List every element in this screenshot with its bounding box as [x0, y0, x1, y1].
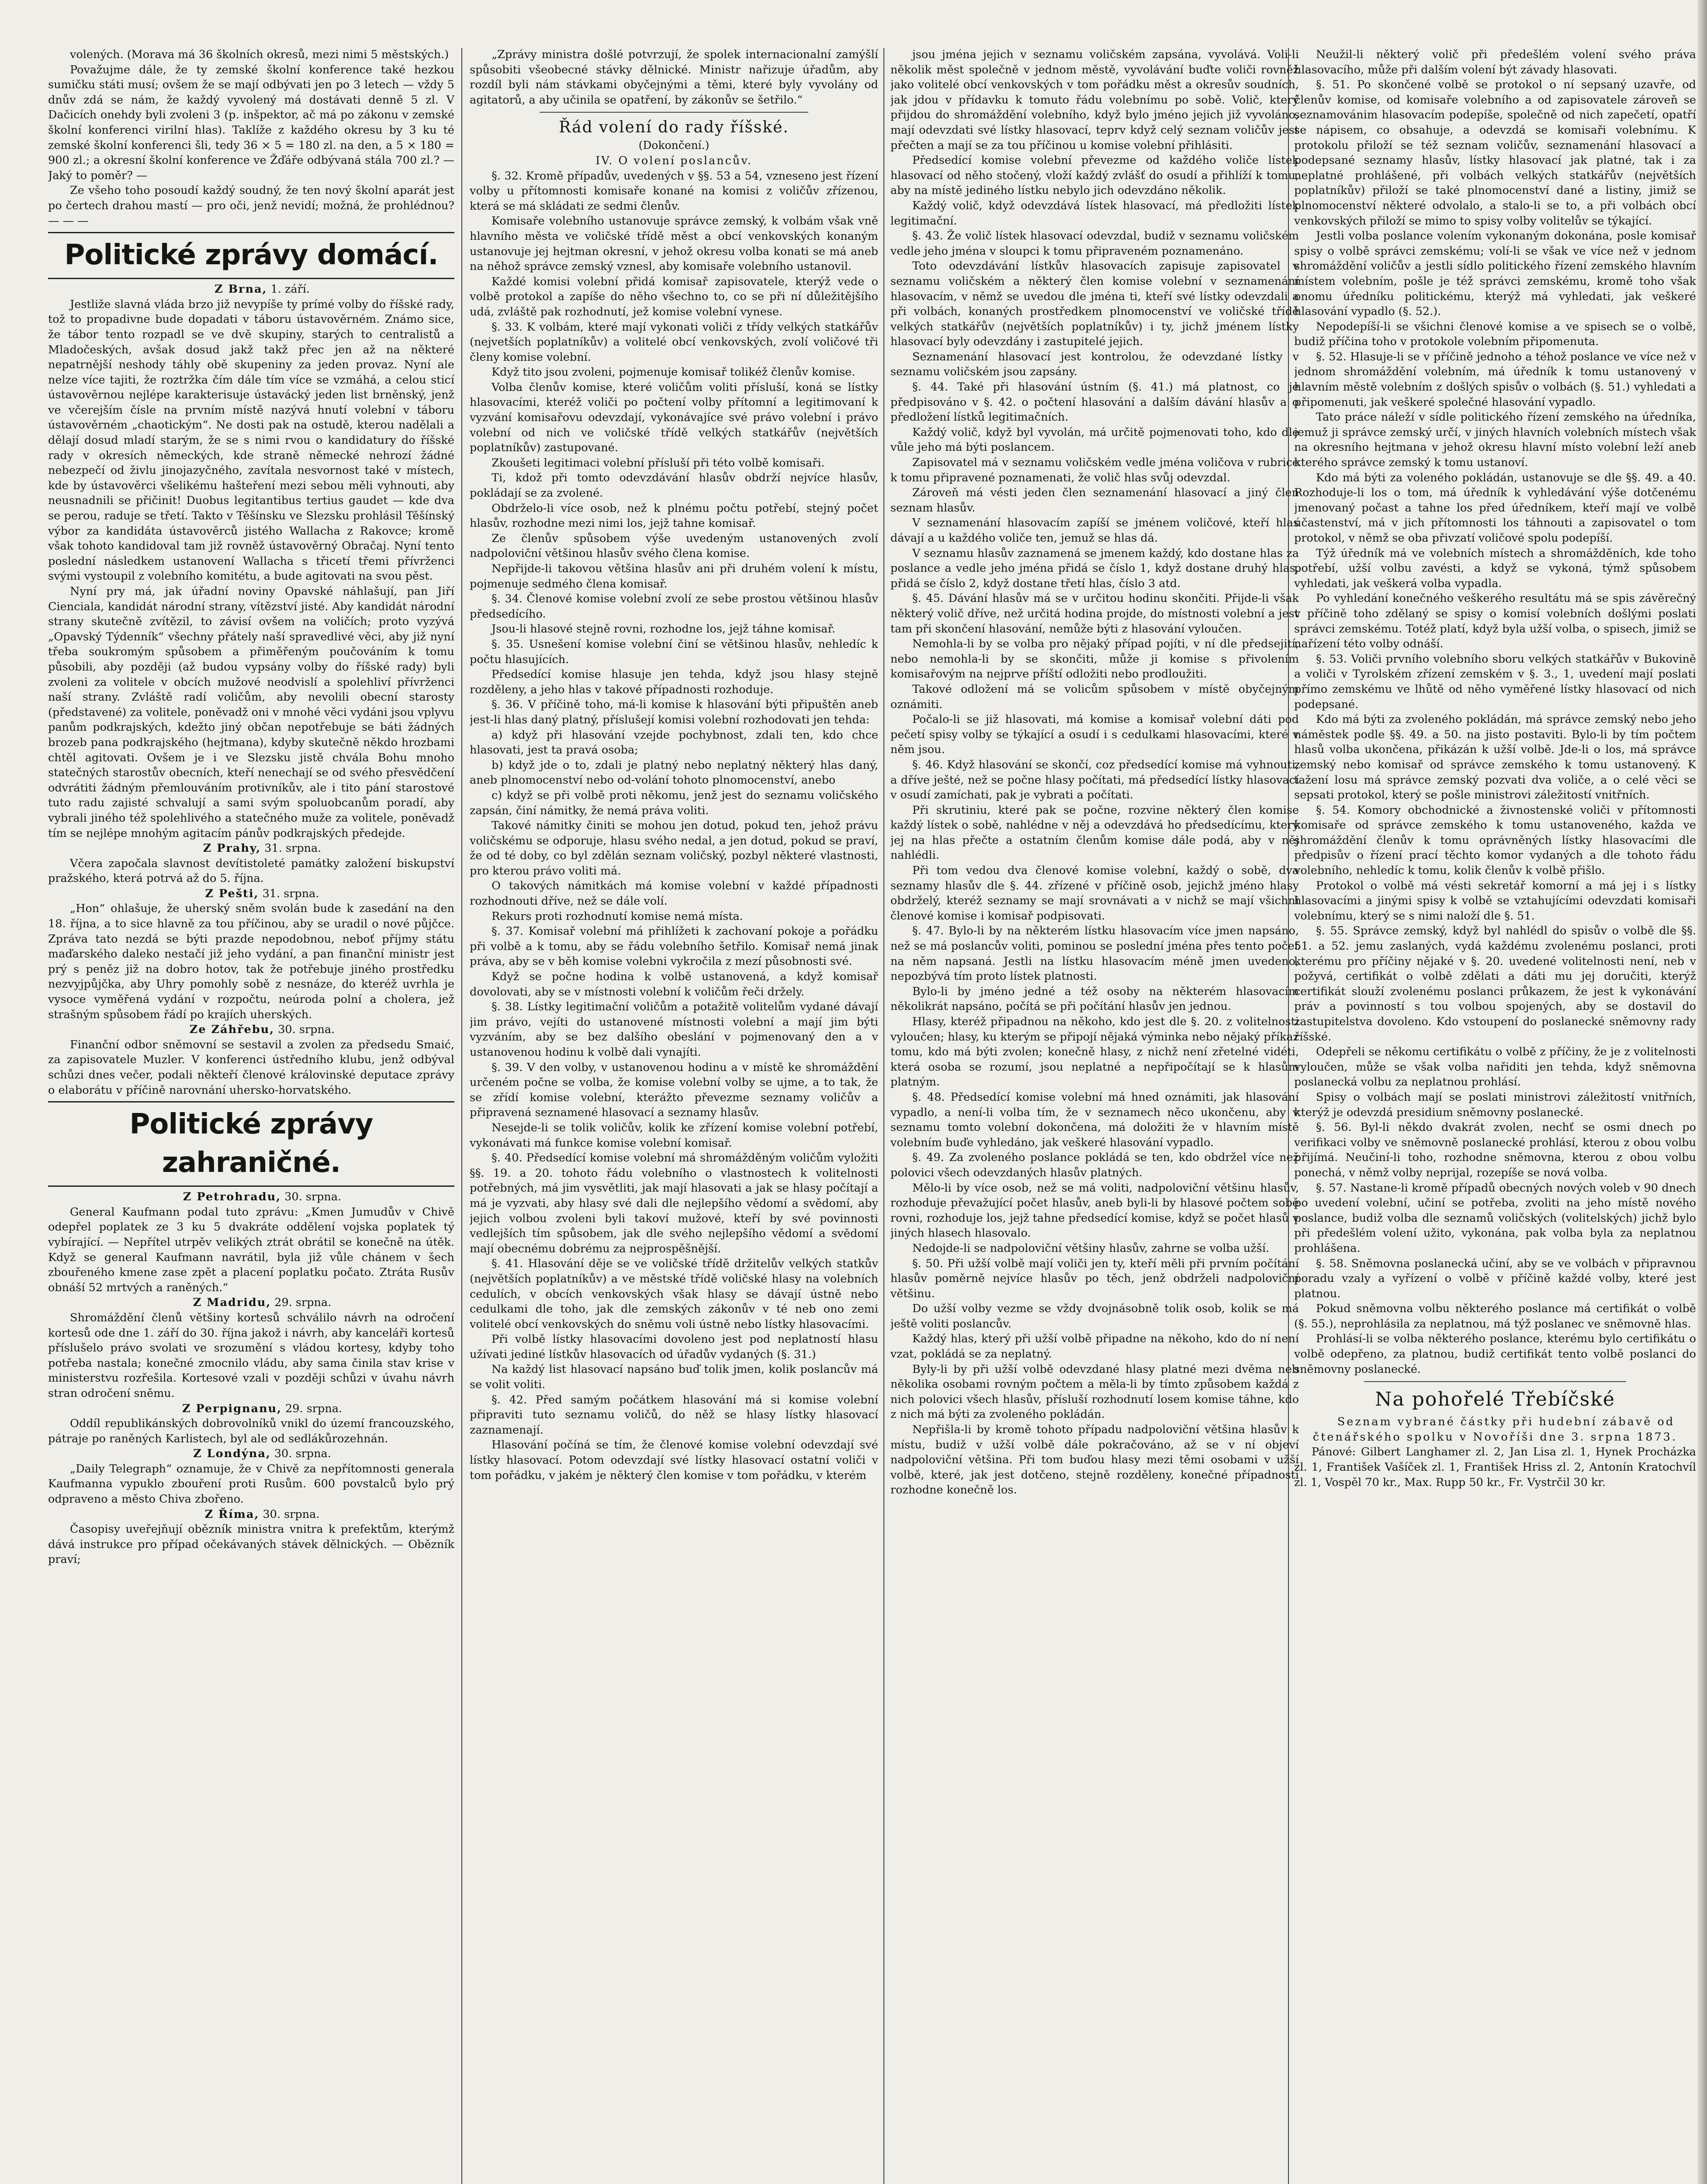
paragraph: §. 58. Sněmovna poslanecká učiní, aby se ve volbách v připravnou poradu vzaly a vyřízení o volbě v příčině každé volby, které jest platnou.: [1294, 1257, 1696, 1300]
paragraph: §. 41. Hlasování děje se ve voličské třídě držitelův velkých statkův (největších poplatníkův) a ve městské třídě voličské hlasy na volebních cedulích, v obcích venkovských však hlasy se dávají ústně nebo cedulkami dle toho, jak dle zemských zákonův v té neb ono zemi volitelé obcí venkovských do sněmu voli ústně nebo lístky hlasovacími.: [470, 1257, 878, 1331]
paragraph: Neužil-li některý volič při předešlém volení svého práva hlasovacího, může při dalším volení být závady hlasovati.: [1294, 48, 1696, 76]
dispatch-date: 1. září.: [267, 283, 310, 296]
notice-body: Pánové: Gilbert Langhamer zl. 2, Jan Lisa zl. 1, Hynek Procházka zl. 1, František Vašíček zl. 1, František Hriss zl. 2, Antonín Kratochvíl zl. 1, Vospěl 70 kr., Max. Rupp 50 kr., Fr. Vystrčil 30 kr.: [1294, 1445, 1696, 1489]
paragraph: Rekurs proti rozhodnutí komise nemá místa.: [492, 909, 743, 923]
paragraph: Zkoušeti legitimaci volební přísluší při této volbě komisaři.: [492, 456, 825, 470]
paragraph: §. 34. Členové komise volební zvolí ze sebe prostou většinou hlasův předsedícího.: [470, 592, 878, 621]
dispatch-dateline: [48, 1507, 454, 1522]
paragraph: Volba členův komise, které voličům voliti přísluší, koná se lístky hlasovacími, kteréž voliči po počtení volby přítomní a legitimovaní k vyzvání komisařovu odevzdají, vykonávajíce své právo volební i právo volební od nich ve voličské třídě velkých statkářův (největších poplatníkův) zastupované.: [470, 380, 878, 455]
foreign-news: [48, 1189, 454, 1567]
paragraph: Ze všeho toho posoudí každý soudný, že ten nový školní aparát jest po čertech drahou mastí — pro oči, jenž nevidí; možná, že prohlédnou? — — —: [48, 184, 454, 228]
paragraph: Nepřijde-li takovou většina hlasův ani při druhém volení k místu, pojmenuje sedmého člena komisař.: [470, 562, 878, 591]
paragraph: Předsedící komise hlasuje jen tehda, když jsou hlasy stejně rozděleny, a jeho hlas v takové případnosti rozhoduje.: [470, 668, 878, 696]
paragraph: §. 51. Po skončené volbě se protokol o ní sepsaný uzavře, od členův komise, od komisaře volebního a od zapisovatele zároveň se seznamovánim hlasovacím podepíše, společně od nich zapečetí, opatří se nápisem, co obsahuje, a odevzdá se komisaři volebnímu. K protokolu přiloží se též seznam voličův, seznamenání hlasovací a podepsané seznamy hlasův, lístky hlasovací jak platné, tak i za neplatné prohlášené, při volbách velkých statkářův (největších poplatníkův) přiloží se také plnomocenství dané a listiny, jimiž se plnomocenství některé odvolalo, a stalo-li se to, a při volbách obcí venkovských přiloží se mimo to spisy volby volitelův se týkající.: [1294, 78, 1696, 228]
dispatch-dateline: [48, 1189, 454, 1205]
column-1-lead: [48, 47, 454, 228]
dispatch-paragraph: Shromáždění členů většiny kortesů schválilo návrh na odročení kortesů ode dne 1. září do 30. října jakož i návrh, aby kanceláři kortesů příslušelo právo svolati ve srozumění s vládou kortesy, kdyby toho potřeba nastala; konečné zmocnilo vládu, aby sama činila stav krise v ministerstvu rozřešila. Kortesové vzali v později schůzi v úvahu návrh stran odročení sněmu.: [48, 1311, 454, 1400]
paragraph: Týž úředník má ve volebních místech a shromážděních, kde toho potřebí, užší volbu zavésti, a když se vykoná, týmž spůsobem vyhledati, jak veškerá volba vypadla.: [1294, 546, 1696, 590]
paragraph: Prohlásí-li se volba některého poslance, kterému bylo certifikátu o volbě odepřeno, za platnou, budiž certifikát tento volbě poslanci do sněmovny poslanecké.: [1294, 1332, 1696, 1376]
article-body: [470, 169, 878, 1483]
paragraph: Při volbě lístky hlasovacími dovoleno jest pod neplatností hlasu užívati jediné lístkův hlasovacích od úřadův vydaných (§. 31.): [470, 1333, 878, 1361]
dispatch-place: Z Madridu,: [193, 1296, 271, 1310]
paragraph: c) když se při volbě proti někomu, jenž jest do seznamu voličského zapsán, činí námitky, že nemá práva voliti.: [470, 788, 878, 817]
dispatch-paragraph: Nyní pry má, jak úřadní noviny Opavské náhlašují, pan Jiří Cienciala, kandidát národní strany, vítězství jisté. Aby kandidát národní strany skutečně zvítězil, to závisí ovšem na voličích; proto vyzývá „Opavský Týdenník“ všechny přátely naší spravedlivé věci, aby již nyní třeba soukromým spůsobem a přiměřeným poučováním k tomu působili, aby později (až budou vypsány volby do říšské rady) byli zvoleni za volitele v obcích mužové neodvislí a spolehliví přívrženci naší strany. Zvláště radí voličům, aby nevolili obecní starosty (představené) za volitele, poněvadž oni v mnohé věci vydáni jsou vplyvu panům podkrajských, kdežto jiný občan nepotřebuje se báti žádných brozeb pana podkrajského (hejtmana), kdyby skutečně někdo hrozbami chtěl agitovati. Ovšem je i ve Slezsku jistě chvála Bohu mnoho statečných starostův obecních, kteří nenechají se od svého přesvědčení odvrátiti žádným přemlouváním protivníkův, ale i tito pání starostové tuto radu zajisté schvalují a sami svým spoluobcanům poradí, aby vybrali jiného též spolehlivého a statečného muže za volitele, poněvadž tím se nejlépe mnohým agitacím pánův podkrajských předejde.: [48, 585, 454, 840]
paragraph: „Zprávy ministra došlé potvrzují, že spolek internacionalní zamýšlí spůsobiti všeobecné stávky dělnické. Ministr nařizuje úřadům, aby rozdíl byli nám stávkami obyčejnými a těmi, které byly vyvolány od agitatorů, a aby učinila se opatření, by zákonův se šetřilo.“: [470, 48, 878, 107]
column-3: [890, 47, 1299, 2184]
paragraph: §. 45. Dávání hlasův má se v určitou hodinu skončiti. Přijde-li však některý volič dříve, než určitá hodina projde, do místnosti volební a jest tam při skončení hlasování, nemůže býti z hlasování vyloučen.: [890, 592, 1299, 636]
dispatch-date: 29. srpna.: [271, 1296, 332, 1310]
article-body-continued: [890, 47, 1299, 1498]
paragraph: Hlasování počíná se tím, že členové komise volební odevzdají své lístky hlasovací. Potom odevzdají své lístky hlasovací ostatní voliči v tom pořádku, v jakém je některý člen komise v tom pořádku, v kterém: [470, 1438, 878, 1482]
paragraph: Obdrželo-li více osob, než k plnému počtu potřebí, stejný počet hlasův, rozhodne mezi nimi los, jejž tahne komisař.: [470, 501, 878, 530]
paragraph: §. 32. Kromě případův, uvedených v §§. 53 a 54, vzneseno jest řízení volby u přítomnosti komisaře konané na komisi z voličův zřízenou, která se má skládati ze sedmi členův.: [470, 169, 878, 213]
paragraph: Nedojde-li se nadpoloviční většiny hlasův, zahrne se volba užší.: [912, 1241, 1270, 1255]
paragraph: Zapisovatel má v seznamu voličském vedle jména voličova v rubrice k tomu připravené poznamenati, že volič hlas svůj odevzdal.: [890, 456, 1299, 484]
paragraph: §. 40. Předsedící komise volební má shromážděným voličům vyložiti §§. 19. a 20. tohoto řádu volebního o vlastnostech k volitelnosti potřebných, má jim vysvětliti, jak mají hlasovati a jak se hlasy počítají a má je vyzvati, aby hlasy své dali dle nejlepšího vědomí a svědomí, aby jejich volbou zvoleni byli takoví mužové, kteří by své povinnosti vedlejších tím spůsobem, jak dle svého nejlepšího vědomí a svědomí mají obecnému dobrému za nejprospěšnější.: [470, 1151, 878, 1255]
dispatch-date: 30. srpna.: [274, 1023, 335, 1037]
column-2-lead: [470, 47, 878, 107]
article-subtitle: (Dokončení.): [638, 139, 710, 152]
paragraph: Nesejde-li se tolik voličův, kolik ke zřízení komise volební potřebí, vykonávati má funkce komise volební komisař.: [470, 1121, 878, 1150]
dispatch-dateline: [48, 1401, 454, 1417]
paragraph: Kdo má býti za voleného pokládán, ustanovuje se dle §§. 49. a 40. Rozhoduje-li los o tom, má úředník k vyhledávání výše dotčenému jmenovaný počast a tahne los před úředníkem, kteří mají ve volbě účastenství, má v jich přítomnosti los táhnouti a zapisovatel o tom protokol, v němž se oba přivzatí voličové spolu podepíší.: [1294, 471, 1696, 545]
section-rule: [48, 1101, 454, 1102]
paragraph: volených. (Morava má 36 školních okresů, mezi nimi 5 městských.): [70, 48, 449, 61]
paragraph: §. 50. Při užší volbě mají voliči jen ty, kteří měli při prvním počítání hlasův poměrně nejvíce hlasův po těch, jenž obdrželi nadpoloviční většinu.: [890, 1257, 1299, 1300]
paragraph: Toto odevzdávání lístkův hlasovacích zapisuje zapisovatel v seznamu voličském a některý člen komise volební v seznamenání hlasovacím, v němž se uvedou dle jména ti, kteří své lístky odevzdali a při volbách, konaných prostředkem plnomocenství ve voličské třídě velkých statkářův (největších poplatníkův) i ty, jichž jménem lístky hlasovací byly odevzdány i zastupitelé jejich.: [890, 259, 1299, 349]
dispatch-paragraph: Včera započala slavnost devítistoleté památky založení biskupství pražského, která potrvá až do 5. října.: [48, 857, 454, 885]
paragraph: b) když jde o to, zdali je platný nebo neplatný některý hlas daný, aneb plnomocenství nebo od-volání tohoto plnomocenství, anebo: [470, 758, 878, 787]
paragraph: §. 37. Komisař volební má přihlížeti k zachovaní pokoje a pořádku při volbě a k tomu, aby se řádu volebního šetřilo. Komisař nemá jinak práva, aby se v běh komise volebni vykročila z mezí působnosti své.: [470, 925, 878, 968]
dispatch-dateline: [48, 886, 454, 902]
column-rule-1: [461, 48, 462, 2184]
paragraph: Zároveň má vésti jeden člen seznamenání hlasovací a jiný člen seznam hlasův.: [890, 486, 1299, 515]
dispatch-place: Z Pešti,: [205, 887, 259, 900]
paragraph: Každý hlas, který při užší volbě připadne na někoho, kdo do ní není vzat, pokládá se za neplatný.: [890, 1332, 1299, 1361]
paragraph: §. 33. K volbám, které mají vykonati voliči z třídy velkých statkářův (nejvetších poplatníkův) a volitelé obcí venkovských, zvolí voličové tři členy komise volební.: [470, 320, 878, 364]
paragraph: Jestli volba poslance volením vykonaným dokonána, posle komisař spisy o volbě správci zemskému; volí-li se však ve více než v jednom shromáždění voličův a jestli sídlo politického řízení zemského hlavním místem volebním, pošle je též správci zemskému, kromě toho však onomu úředníku politickému, kterýž má vyhledati, jak veškeré hlasování vypadlo (§. 52.).: [1294, 229, 1696, 318]
paragraph: Když se počne hodina k volbě ustanovená, a když komisař dovolovati, aby se v místnosti volební k voličům řeči držely.: [470, 970, 878, 999]
paragraph: Když tito jsou zvoleni, pojmenuje komisař tolikéž členův komise.: [492, 366, 855, 379]
dispatch-date: 30. srpna.: [259, 1507, 320, 1521]
dispatch-paragraph: „Hon“ ohlašuje, že uherský sněm svolán bude k zasedání na den 18. října, a to sice hlavně za tou příčinou, aby se uradil o nové půjčce. Zpráva tato nezdá se býti prazde nepodobnou, neboť příjmy státu maďarského daleko nestačí již jeho vydání, a pan finanční ministr jest prý s peněz již na dobro hotov, tak že potřebuje jiného prostředku nezvyjpůjčka, aby Uhry pomohly sobě z nesnáze, do kteréž uvrhla je vysoce vyměřená vydání v rozpočtu, neúroda polní a cholera, jež strašným spůsobem řádí po krajích uherských.: [48, 902, 454, 1021]
paragraph: Při skrutiniu, které pak se počne, rozvine některý člen komise každý lístek o sobě, nahlédne v něj a odevzdává ho předsedícímu, který jej na hlas přečte a ostatním členům komise dále podá, aby v něj nahlédli.: [890, 803, 1299, 862]
paragraph: §. 55. Správce zemský, když byl nahlédl do spisův o volbě dle §§. 51. a 52. jemu zaslaných, vydá každému zvolenému poslanci, proti kterému pro příčiny nějaké v §. 20. uvedené volitelnosti není, neb v požyvá, certifikát o volbě zdělati a dáti mu jej doručiti, kterýž certifikát slouží zvolenému poslanci průkazem, že jest k vykonávání práv a povinností s tou volbou spojených, aby se dostavil do zastupitelstva dovoleno. Kdo vstoupení do poslanecké sněmovny rady říšské.: [1294, 924, 1696, 1044]
notice-lead: Seznam vybrané částky při hudební zábavě od čtenářského spolku v Novoříši dne 3. srpna 1873.: [1312, 1415, 1678, 1444]
paragraph: Při tom vedou dva členové komise volební, každý o sobě, dva seznamy hlasův dle §. 44. zřízené v příčině osob, jejichž jméno hlasy obdrželý, kteréž seznamy se mají srovnávati a v nichž se mají všichni členové komise i komisař podpisovati.: [890, 864, 1299, 923]
column-2: [470, 47, 878, 2184]
section-rule: [48, 278, 454, 279]
dispatch-paragraph: Jestliže slavná vláda brzo již nevypíše ty prímé volby do říšské rady, tož to propadivne bude dopadati v táboru ústavověrném. Známo sice, že tábor tento rozpadl se ve dvě skupiny, starých to centralistů a Mladočeských, avšak dosud jakž takž přec jen až na některé nepatrnější neshody táhly obě skupeniny za jeden provaz. Nyní ale nelze více tajiti, že roztržka čím dále tím více se vzmáhá, a celou sticí ústavověrnou nejlépe karakterisuje ústavácký jeden list brněnský, jenž ve včerejším čísle na prvním místě nazývá hnutí volební v táboru ústavověrném „chaotickým“. Ne dosti pak na ostudě, kterou nadělali a dělají dosud mladí starým, že se s nimi rvou o kandidatury do říšské rady v okresích německých, kde straně německé nehrozí žádné nebezpečí od živlu jinojazyčného, zavítala nesvornost také v místech, kde by ústavověrci všelikému hašteření mezi sebou měli vyhnouti, aby neusnadnili se přičinit! Duobus legitantibus tertius gaudet — kde dva se perou, raduje se třetí. Takto v Těšínsku ve Slezsku prohlásil Těšínský výbor za kandidáta ústavověrců jistého Wallacha z Rakovce; kromě však tohoto kandidoval tam již rovněž ústavověrný Obračaj. Nyní tento poslední následkem ustanovení Wallacha s třicetí třemi přívrženci svými vystoupil z volebního komitétu, a bude agitovati na svou pěst.: [48, 297, 454, 583]
column-4: [1294, 47, 1696, 2184]
dispatch-paragraph: Finanční odbor sněmovní se sestavil a zvolen za předsedu Smaić, za zapisovatele Muzler. V konferenci ústředního klubu, jenž odbýval schůzi dnes večer, podali někteří členové královinské deputace zprávy o elaborátu v příčině narovnání uhersko-horvatského.: [48, 1038, 454, 1097]
paragraph: §. 36. V příčině toho, má-li komise k hlasování býti připuštěn aneb jest-li hlas daný platný, příslušejí komisi volební rozhodovati jen tehda:: [470, 698, 878, 726]
article-body-conclusion: [1294, 47, 1696, 1377]
dispatch-dateline: [48, 841, 454, 856]
dispatch-dateline: [48, 1446, 454, 1462]
dispatch-date: 30. srpna.: [270, 1447, 331, 1461]
paragraph: §. 44. Také při hlasování ústním (§. 41.) má platnost, co je předpisováno v §. 42. o počtení hlasování a dalším dávání hlasův a o předložení lístků legitimačních.: [890, 380, 1299, 424]
paragraph: §. 56. Byl-li někdo dvakrát zvolen, nechť se osmi dnech po verifikaci volby ve sněmovně poslanecké prohlásí, kterou z obou volbu přijímá. Neučiní-li toho, rozhodne sněmovna, kterou z obou volbu ponechá, v němž volby neprijal, rozepíše se nová volba.: [1294, 1121, 1696, 1179]
paragraph: Nepodepíší-li se všichni členové komise a ve spisech se o volbě, budiž příčina toho v protokole volebním připomenuta.: [1294, 320, 1696, 349]
dispatch-paragraph: Časopisy uveřejňují obězník ministra vnitra k prefektům, kterýmž dává instrukce pro případ očekávaných stávek dělnických. — Obězník praví;: [48, 1523, 454, 1566]
notice-title: Na pohořelé Třebíčské: [1375, 1388, 1615, 1411]
paragraph: Do užší volby vezme se vždy dvojnásobně tolik osob, kolik se má ještě voliti poslancův.: [890, 1302, 1299, 1330]
paragraph: §. 54. Komory obchodnické a živnostenské voliči v přítomnosti komisaře od správce zemského k tomu ustanoveného, každa ve shromáždění členův k tomu oprávněných lístky hlasovacími dle předpisův o řízení prací těchto komor vydaných a dle tohoto řádu volebního, nehledíc k tomu, kolik členův k volbě přišlo.: [1294, 803, 1696, 878]
paragraph: §. 43. Že volič lístek hlasovací odevzdal, budiž v seznamu voličském vedle jeho jména v sloupci k tomu připraveném poznamenáno.: [890, 229, 1299, 258]
section-rule: [540, 112, 808, 113]
paragraph: Každý volič, když byl vyvolán, má určitě pojmenovati toho, kdo dle vůle jeho má býti poslancem.: [890, 425, 1299, 454]
section-rule: [1364, 1381, 1626, 1382]
paragraph: Protokol o volbě má vésti sekretář komorní a má jej i s lístky hlasovacími a jinými spisy k volbě se vztahujícími odevzdati komisaři volebnímu, který se s nimi naloží dle §. 51.: [1294, 879, 1696, 923]
paragraph: Takové námitky činiti se mohou jen dotud, pokud ten, jehož právu voličskému se odporuje, hlasu svého nedal, a jen dotud, pokud se praví, že od té doby, co byl zdělán seznam voličský, pozbyl některé vlastnosti, pro kterou právo voliti má.: [470, 819, 878, 878]
paragraph: §. 46. Když hlasování se skončí, coz předsedící komise má vyhnouti, a dříve ješté, než se počne hlasy počítati, má předsedící lístky hlasovací v osudí zamíchati, pak je vybrati a počítati.: [890, 758, 1299, 802]
paragraph: Jsou-li hlasové stejně rovni, rozhodne los, jejž táhne komisař.: [492, 622, 835, 636]
paragraph: Každý volič, když odevzdává lístek hlasovací, má předložiti lístek legitimační.: [890, 199, 1299, 228]
paragraph: §. 47. Bylo-li by na některém lístku hlasovacím více jmen napsáno, než se má poslancův voliti, pominou se poslední jména přes tento počet na něm napsaná. Jestli na lístku hlasovacím méně jmen uvedeno, nepozbývá tím proto lístek platnosti.: [890, 924, 1299, 983]
paragraph: V seznamu hlasův zaznamená se jmenem každý, kdo dostane hlas za poslance a vedle jeho jména přidá se číslo 1, když dostane druhý hlas, přidá se číslo 2, když dostane třetí hlas, číslo 3 atd.: [890, 546, 1299, 590]
paragraph: V seznamenání hlasovacím zapíší se jménem voličové, kteří hlas dávají a u každého voliče ten, jemuž se hlas dá.: [890, 516, 1299, 545]
dispatch-place: Z Prahy,: [203, 842, 261, 855]
dispatch-paragraph: Oddíl republikánských dobrovolníků vnikl do území francouzského, pátraje po raněných Karlistech, byl ale od sedlákůrozehnán.: [48, 1417, 454, 1445]
paragraph: Předsedící komise volební převezme od každého voliče lístek hlasovací od něho stočený, vloží každý zvlášť do osudí a přihlíží k tomu, aby na místě jediného lístku nebylo jich odevzdáno několik.: [890, 154, 1299, 197]
paragraph: O takových námitkách má komise volební v každé případnosti rozhodnouti dříve, než se dále volí.: [470, 879, 878, 908]
dispatch-date: 31. srpna.: [261, 842, 322, 855]
paragraph: Nemohla-li by se volba pro nějaký případ pojíti, v ní dle předsejití, nebo nemohla-li by se skončiti, může ji komise s přivolením komisařovým na nejprve příští odložiti nebo prodloužiti.: [890, 637, 1299, 681]
paragraph: Považujme dále, že ty zemské školní konference také hezkou sumičku státi musí; ovšem že se mají odbývati jen po 3 letech — vždy 5 dnův zdá se nám, že každý vyvolený má dostávati denně 5 zl. V Dačicích onehdy byli zvoleni 3 (p. inšpektor, ač má po zákonu v zemské školní konferenci virilní hlas). Taklíže z každého okresu by 3 ku té zemské školní konferenci šli, tedy 36 × 5 = 180 zl. na den, a 5 × 180 = 900 zl.; a okresní školní konference ve Žďáře odbývaná stála 700 zl.? — Jaký to poměr? —: [48, 63, 454, 182]
dispatch-paragraph: General Kaufmann podal tuto zprávu: „Kmen Jumudův v Chivě odepřel poplatek ze 3 ku 5 dvakráte oddělení vojska poplatek tý vybírající. — Nepřítel utrpěv velikých ztrát obrátil se konečně na útěk. Když se general Kaufmann navrátil, byla již vůle chánem v šech zbouřeného kmene zase zpět a placení poplatku počato. Ztráta Rusův obnáší 52 mrtvých a raněných.“: [48, 1205, 454, 1294]
dispatch-dateline: [48, 282, 454, 297]
dispatch-dateline: [48, 1295, 454, 1310]
paragraph: Každé komisi volební přidá komisař zapisovatele, kterýž vede o volbě protokol a zapíše do něho všechno to, co se při ní důležitějšího udá, zvláště pak rozhodnutí, jež komise volební vynese.: [470, 275, 878, 318]
headline-domestic: Politické zprávy domácí.: [64, 239, 438, 272]
paragraph: §. 38. Lístky legitimační voličům a potažitě volitelům vydané dávají jim právo, vejíti do ustanovené místnosti volební a mají jim býti vyzváním, aby se bez dalšího obeslání v pojmenovaný den a v ustanovenou hodinu k volbě dali vynajíti.: [470, 1000, 878, 1059]
article-title: Řád volení do rady říšské.: [559, 118, 789, 137]
paragraph: Bylo-li by jméno jedné a též osoby na některém hlasovacím několikrát napsáno, počítá se při počítání hlasův jen jednou.: [890, 985, 1299, 1013]
paragraph: Byly-li by při užší volbě odevzdané hlasy platné mezi dvěma neb několika osobami rovným počtem a měla-li by tímto způsobem každá z nich polovici všech hlasův, přísluší rozhodnutí losem komise táhne, kdo z nich má býti za zvoleného pokládán.: [890, 1362, 1299, 1421]
paragraph: a) když při hlasování vzejde pochybnost, zdali ten, kdo chce hlasovati, jest ta pravá osoba;: [470, 728, 878, 757]
paragraph: §. 42. Před samým počátkem hlasování má si komise volební připraviti tuto seznamu voličů, do něž se hlasy lístky hlasovací zaznamenají.: [470, 1393, 878, 1437]
paragraph: §. 57. Nastane-li kromě případů obecných nových voleb v 90 dnech po uvedení volební, učiní se potřeba, zvoliti na jeho místě nového poslance, budiž volba dle seznamů voličských (volitelských) jichž bylo při předešlém volení užito, vykonána, pak volba byla za neplatnou prohlášena.: [1294, 1181, 1696, 1255]
dispatch-place: Z Petrohradu,: [183, 1190, 281, 1204]
column-rule-2: [883, 48, 884, 2184]
paragraph: Takové odložení má se volicům spůsobem v místě obyčejným oznámiti.: [890, 682, 1299, 711]
paragraph: §. 48. Předsedící komise volební má hned oznámiti, jak hlasování vypadlo, a není-li volba tím, že v seznamech něco ukončenu, aby v seznamu tomto volební dokončena, má doložiti že v hlavním místě volebním buďe vyhledáno, jak veškeré hlasování vypadlo.: [890, 1090, 1299, 1149]
paragraph: §. 52. Hlasuje-li se v příčině jednoho a téhož poslance ve více než v jednom shromáždění volebním, má úředník k tomu ustanovený v hlavním městě volebním z došlých spisův o volbách (§. 51.) vyhledati a připomenuti, jak veškeré společné hlasování vypadlo.: [1294, 350, 1696, 409]
paragraph: Ti, kdož při tomto odevzdávání hlasův obdrží nejvíce hlasův, pokládají se za zvolené.: [470, 471, 878, 500]
paragraph: jsou jména jejich v seznamu voličském zapsána, vyvolává. Voli-li několik měst společně v jednom městě, vyvolávání buďte voliči rovněž jako volitelé obcí venkovských v tom pořádku měst a okresův soudních, jak jdou v přídavku k tomuto řádu volebnímu po sobě. Volič, který přijdou do shromáždění volebního, když bylo jméno jejich již vyvoláno, mají odevzdati své lístky hlasovací, teprv když celý seznam voličův jest přečten a mají se za tou příčinou u komise volební přihlásiti.: [890, 48, 1299, 152]
paragraph: Nepřišla-li by kromě tohoto případu nadpoloviční většina hlasův k místu, budiž v užší volbě dále pokračováno, až se v ní objeví nadpoloviční většina. Při tom buďou hlasy mezi těmi osobami v užší volbě, které, jak jest dotčeno, stejně rozděleny, konečné případnosti rozhodne konečně los.: [890, 1423, 1299, 1497]
paragraph: Pokud sněmovna volbu některého poslance má certifikát o volbě (§. 55.), neprohlásila za neplatnou, má týž poslanec ve sněmovně hlas.: [1294, 1302, 1696, 1330]
headline-foreign: Politické zprávy zahraničné.: [129, 1108, 373, 1179]
dispatch-place: Ze Záhřebu,: [189, 1023, 275, 1037]
dispatch-dateline: [48, 1022, 454, 1037]
section-rule: [48, 232, 454, 233]
paragraph: Na každý list hlasovací napsáno buď tolik jmen, kolik poslancův má se volit voliti.: [470, 1363, 878, 1392]
paragraph: Seznamenání hlasovací jest kontrolou, že odevzdané lístky v seznamu voličském jsou zapsány.: [890, 350, 1299, 379]
paragraph: Počalo-li se již hlasovati, má komise a komisař volební dáti pod pečetí spisy volby se týkající a osudí i s cedulkami hlasovacími, které v něm jsou.: [890, 713, 1299, 757]
dispatch-place: Z Londýna,: [193, 1447, 271, 1461]
dispatch-date: 31. srpna.: [259, 887, 319, 900]
paragraph: §. 39. V den volby, v ustanovenou hodinu a v místě ke shromáždění určeném počne se volba, že komise volební volby se ujme, a to tak, že se zřídí komise volební, kterážto převezme seznamy voličův a připravená seznamené hlasovací a seznamy hlasův.: [470, 1061, 878, 1120]
domestic-news: [48, 282, 454, 1098]
paragraph: Kdo má býti za zvoleného pokládán, má správce zemský nebo jeho náměstek podle §§. 49. a 50. na jisto postaviti. Bylo-li by tím počtem hlasů volba ukončena, přikázán k užší volbě. Jde-li o los, má správce zemský nebo komisař od správce zemského k tomu ustanovený. K tažení losu má správce zemský pozvati dva voliče, a o celé věci se sepsati protokol, který se pošle ministrovi záležitostí vnitřních.: [1294, 713, 1696, 802]
paragraph: Mělo-li by více osob, než se má voliti, nadpoloviční většinu hlasův, rozhoduje převažující počet hlasův, aneb byli-li by hlasové počtem sobě rovni, rozhoduje los, jejž tahne předsedící komise, když se počet hlasů v jiných hlasech hlasovalo.: [890, 1181, 1299, 1240]
paragraph: Hlasy, kteréž připadnou na někoho, kdo jest dle §. 20. z volitelnosti vyloučen; hlasy, ku kterým se připojí nějaká výminka nebo nějaký příkaz tomu, kdo má býti zvolen; konečně hlasy, z nichž není zřetelné vidéti, která osoba se rozumí, jsou neplatné a nepřipočítají se k hlasům platným.: [890, 1015, 1299, 1089]
paragraph: §. 35. Usnešení komise volební činí se většinou hlasův, nehledíc k počtu hlasujících.: [470, 637, 878, 666]
dispatch-date: 29. srpna.: [281, 1402, 343, 1415]
chapter-heading: IV. O volení poslancův.: [596, 154, 752, 167]
paragraph: Po vyhledání konečného veškerého resultátu má se spis závěrečný v příčině toho zdělaný se spisy o komisí volebních došlými poslati správci zemskému. Totéž platí, když byla užší volba, o spisech, jimiž se nařízení této volby odnáší.: [1294, 592, 1696, 651]
column-1: [48, 47, 454, 2184]
scan-edge: [1697, 0, 1707, 2184]
paragraph: §. 53. Voliči prvního volebního sboru velkých statkářův v Bukovině a voliči v Tyrolském zřízení zemském v §. 3., 1, uvedení mají poslati přímo zemskému ve lhůtě od něho vyměřené lístky hlasovací od nich podepsané.: [1294, 652, 1696, 711]
paragraph: Komisaře volebního ustanovuje správce zemský, k volbám však vně hlavního města ve voličské třídě měst a obcí venkovských konaným ustanovuje jej hejtman okresní, v jehož okresu volba konati se má aneb na něhož správce zemský vznesl, aby komisaře volebního ustanovil.: [470, 214, 878, 273]
section-rule: [48, 1185, 454, 1187]
paragraph: Tato práce náleží v sídle politického řízení zemského na úředníka, jemuž ji správce zemský určí, v jiných hlavních volebních místech však na okresního hejtmana v jehož okresu hlavní místo volební leží aneb kterého správce zemský k tomu ustanoví.: [1294, 411, 1696, 470]
paragraph: §. 49. Za zvoleného poslance pokládá se ten, kdo obdržel více než polovici všech odevzdaných hlasův platných.: [890, 1151, 1299, 1179]
paragraph: Odepřeli se někomu certifikátu o volbě z příčiny, že je z volitelnosti vyloučen, může se však volba nařiditi jen tehda, když sněmovna poslanecká volbu za neplatnou prohlásí.: [1294, 1045, 1696, 1089]
dispatch-place: Z Perpignanu,: [182, 1402, 282, 1415]
paragraph: Spisy o volbách mají se poslati ministrovi záležitostí vnitřních, kterýž je odevzdá presidium sněmovny poslanecké.: [1294, 1090, 1696, 1119]
dispatch-place: Z Brna,: [214, 283, 267, 296]
dispatch-place: Z Říma,: [204, 1507, 260, 1521]
paragraph: Ze členův spůsobem výše uvedeným ustanovených zvolí nadpoloviční většinou hlasův svého člena komise.: [470, 532, 878, 560]
dispatch-paragraph: „Daily Telegraph“ oznamuje, že v Chivě za nepřítomnosti generala Kaufmanna vypuklo zbouření proti Rusům. 600 povstalců bylo prý odpraveno a město Chiva zbořeno.: [48, 1462, 454, 1506]
dispatch-date: 30. srpna.: [281, 1190, 342, 1204]
